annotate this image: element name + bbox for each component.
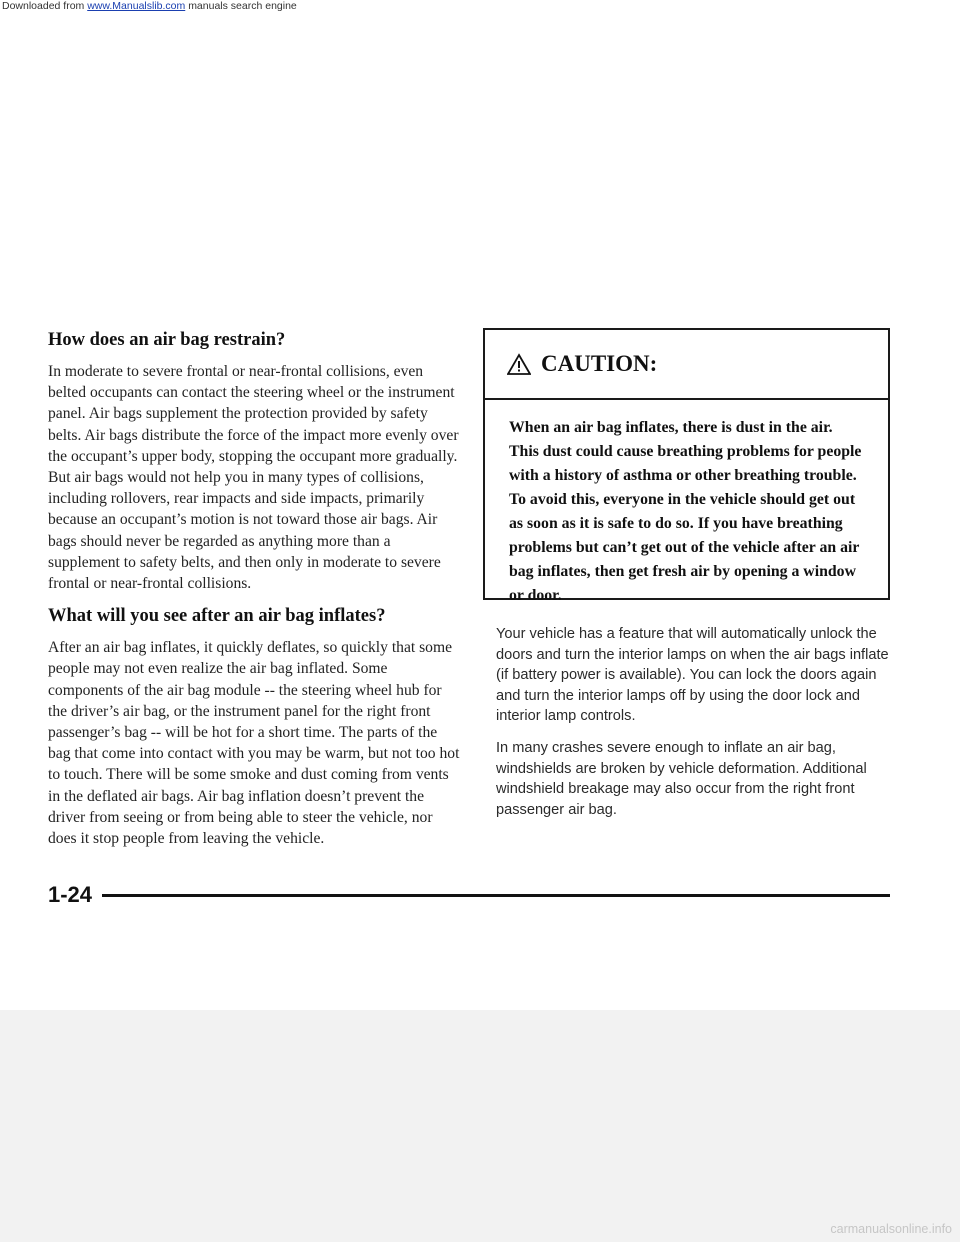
footer-rule bbox=[102, 894, 890, 897]
paragraph-after-inflates: After an air bag inflates, it quickly deflates, so quickly that some people may not even realize the air bag inflated. Some components of the air bag module -- the steering wheel hub for the driver’s air bag, or the instrument panel for the right front passenger’s bag -- will be hot for a short time. The parts of the bag that come into contact with you may be warm, but not too hot to touch. There will be some smoke and dust coming from vents in the deflated air bags. Air bag inflation doesn’t prevent the driver from seeing or from being able to steer the vehicle, nor does it stop people from leaving the vehicle. bbox=[48, 639, 460, 848]
page-number: 1-24 bbox=[48, 882, 93, 907]
watermark: carmanualsonline.info bbox=[830, 1222, 952, 1236]
bottom-margin bbox=[0, 1010, 960, 1242]
page-footer bbox=[48, 880, 890, 910]
banner-prefix: Downloaded from bbox=[2, 0, 85, 12]
caution-title: CAUTION: bbox=[541, 351, 658, 376]
manualslib-link[interactable]: www.Manualslib.com bbox=[87, 0, 186, 12]
right-column bbox=[496, 624, 896, 831]
caution-text: When an air bag inflates, there is dust in the air. This dust could cause breathing problems for people with a history of asthma or other breathing trouble. To avoid this, everyone in the vehicle should get out as soon as it is safe to do so. If you have breathing problems but can’t get out of the vehicle after an air bag inflates, then get fresh air by opening a window or door. bbox=[509, 419, 862, 604]
warning-triangle-icon bbox=[507, 353, 531, 375]
banner-suffix: manuals search engine bbox=[188, 0, 297, 12]
download-banner bbox=[0, 0, 960, 14]
paragraph-auto-unlock: Your vehicle has a feature that will automatically unlock the doors and turn the interior lamps on when the air bags inflate (if battery power is available). You can lock the doors again and turn the interior lamps off by using the door lock and interior lamp controls. bbox=[496, 626, 889, 725]
heading-after-inflates: What will you see after an air bag inflates? bbox=[48, 606, 386, 627]
paragraph-restrain: In moderate to severe frontal or near-frontal collisions, even belted occupants can contact the steering wheel or the instrument panel. Air bags supplement the protection provided by safety belts. Air bags distribute the force of the impact more evenly over the occupant’s upper body, stopping the occupant more gradually. But air bags would not help you in many types of collisions, including rollovers, rear impacts and side impacts, primarily because an occupant’s motion is not toward those air bags. Air bags should never be regarded as anything more than a supplement to safety belts, and then only in moderate to severe frontal or near-frontal collisions. bbox=[48, 363, 459, 593]
caution-box bbox=[483, 328, 890, 604]
caution-header bbox=[485, 330, 888, 400]
heading-restrain: How does an air bag restrain? bbox=[48, 330, 286, 350]
paragraph-windshield: In many crashes severe enough to inflate an air bag, windshields are broken by vehicle deformation. Additional windshield breakage may also occur from the right front passenger air bag. bbox=[496, 739, 867, 818]
left-column bbox=[48, 330, 462, 861]
